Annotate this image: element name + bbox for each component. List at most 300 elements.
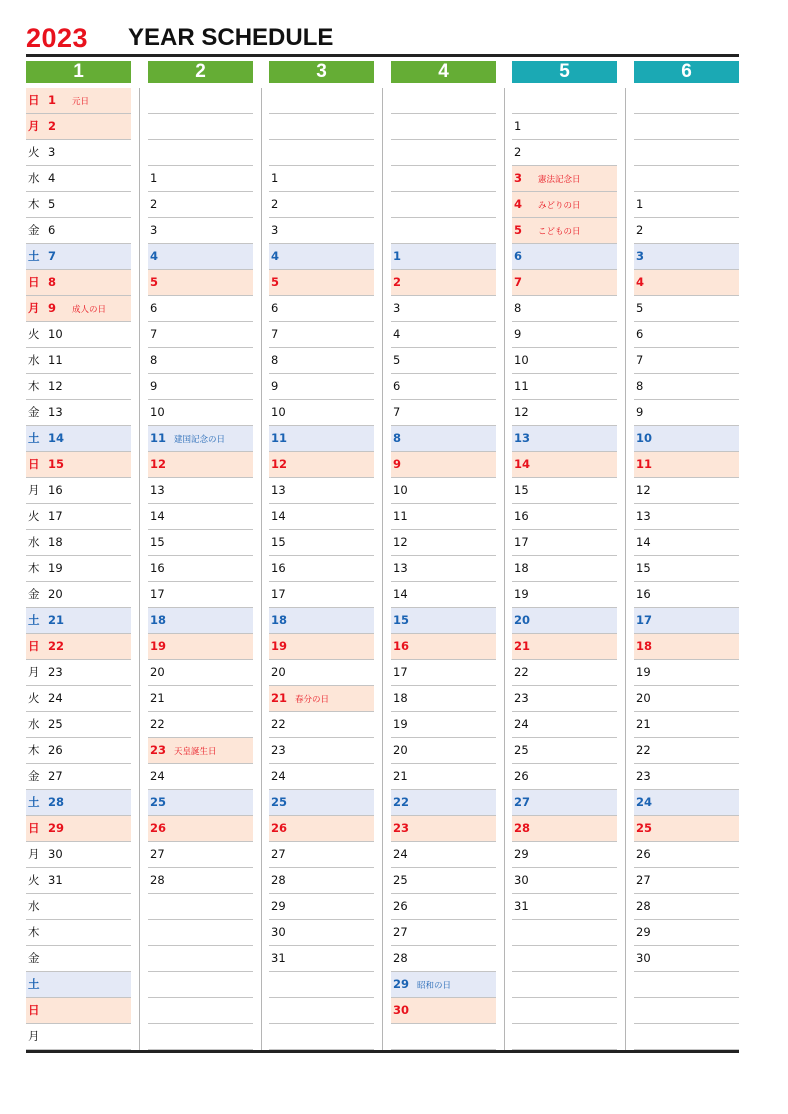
day-row[interactable] [391,504,496,530]
day-row[interactable] [391,192,496,218]
day-row[interactable] [512,88,617,114]
day-number: 25 [150,795,167,809]
day-number: 8 [271,353,279,367]
day-row[interactable] [512,998,617,1024]
day-row[interactable] [634,790,739,816]
day-number: 14 [636,535,651,549]
day-row[interactable] [26,894,131,920]
day-row[interactable] [391,530,496,556]
day-row[interactable] [512,478,617,504]
weekday-label: 火 [28,145,40,159]
day-row[interactable] [512,790,617,816]
day-number: 17 [393,665,408,679]
day-row[interactable] [634,686,739,712]
day-number: 30 [48,847,63,861]
day-row[interactable] [391,556,496,582]
day-row[interactable] [148,270,253,296]
day-row[interactable] [269,530,374,556]
day-row[interactable] [269,114,374,140]
day-number: 25 [271,795,288,809]
day-row[interactable] [634,764,739,790]
day-row[interactable] [148,192,253,218]
day-number: 2 [150,197,158,211]
day-row[interactable] [634,348,739,374]
day-row[interactable] [269,816,374,842]
day-row[interactable] [512,686,617,712]
day-row[interactable] [512,842,617,868]
day-row[interactable] [26,114,131,140]
day-row[interactable] [148,478,253,504]
day-number: 17 [48,509,63,523]
day-row[interactable] [634,556,739,582]
day-row[interactable] [148,1024,253,1050]
day-row[interactable] [391,218,496,244]
day-row[interactable] [148,582,253,608]
month-column-3 [269,61,374,965]
day-row[interactable] [512,192,617,218]
day-row[interactable] [148,88,253,114]
weekday-label: 月 [28,301,40,315]
day-row[interactable] [634,322,739,348]
day-row[interactable] [634,114,739,140]
day-number: 5 [636,301,644,315]
day-row[interactable] [391,296,496,322]
day-row[interactable] [269,946,374,972]
day-row[interactable] [148,920,253,946]
day-row[interactable] [269,712,374,738]
day-row[interactable] [148,452,253,478]
day-row[interactable] [634,972,739,998]
day-row[interactable] [512,348,617,374]
day-row[interactable] [634,374,739,400]
day-row[interactable] [26,972,131,998]
day-row[interactable] [148,842,253,868]
day-row[interactable] [269,582,374,608]
day-row[interactable] [269,504,374,530]
day-row[interactable] [512,608,617,634]
day-row[interactable] [148,426,253,452]
day-row[interactable] [26,400,131,426]
day-number: 21 [393,769,408,783]
day-row[interactable] [269,634,374,660]
day-row[interactable] [269,764,374,790]
day-row[interactable] [26,348,131,374]
day-number: 26 [636,847,651,861]
day-row[interactable] [26,218,131,244]
weekday-label: 水 [28,171,40,185]
day-row[interactable] [391,582,496,608]
day-row[interactable] [391,868,496,894]
day-row[interactable] [26,660,131,686]
day-row[interactable] [269,1024,374,1050]
day-rows [26,88,131,1050]
day-row[interactable] [26,192,131,218]
day-row[interactable] [634,166,739,192]
day-row[interactable] [391,816,496,842]
day-row[interactable] [512,452,617,478]
day-number: 30 [514,873,529,887]
day-row[interactable] [512,400,617,426]
day-number: 1 [150,171,158,185]
day-row[interactable] [26,530,131,556]
weekday-label: 木 [28,379,40,393]
day-row[interactable] [26,556,131,582]
day-row[interactable] [269,166,374,192]
day-row[interactable] [148,114,253,140]
day-row[interactable] [391,790,496,816]
day-row[interactable] [512,946,617,972]
day-row[interactable] [391,244,496,270]
day-number: 11 [393,509,408,523]
day-row[interactable] [634,218,739,244]
day-row[interactable] [512,426,617,452]
weekday-label: 日 [28,1003,40,1017]
day-number: 28 [636,899,651,913]
day-row[interactable] [391,894,496,920]
day-number: 9 [271,379,279,393]
day-row[interactable] [512,660,617,686]
day-row[interactable] [512,244,617,270]
day-row[interactable] [512,920,617,946]
day-row[interactable] [148,244,253,270]
month-header: 6 [634,61,739,83]
day-row[interactable] [391,842,496,868]
day-row[interactable] [391,374,496,400]
day-row[interactable] [634,400,739,426]
day-row[interactable] [148,296,253,322]
holiday-name: 昭和の日 [417,981,452,991]
day-row[interactable] [512,582,617,608]
day-row[interactable] [26,140,131,166]
day-row[interactable] [512,114,617,140]
day-row[interactable] [26,998,131,1024]
day-row[interactable] [634,608,739,634]
weekday-label: 土 [28,431,40,445]
day-row[interactable] [148,348,253,374]
day-row[interactable] [269,972,374,998]
day-row[interactable] [634,88,739,114]
day-row[interactable] [512,634,617,660]
day-number: 26 [514,769,529,783]
day-row[interactable] [391,478,496,504]
day-row[interactable] [269,842,374,868]
day-row[interactable] [634,426,739,452]
day-row[interactable] [391,972,496,998]
day-row[interactable] [391,400,496,426]
day-number: 13 [48,405,63,419]
day-number: 7 [48,249,57,263]
day-row[interactable] [269,738,374,764]
day-number: 21 [514,639,531,653]
day-row[interactable] [512,296,617,322]
month-column-4 [391,61,496,1017]
day-number: 30 [393,1003,410,1017]
weekday-label: 火 [28,873,40,887]
day-row[interactable] [634,478,739,504]
day-row[interactable] [269,322,374,348]
day-row[interactable] [148,946,253,972]
day-number: 19 [271,639,288,653]
day-number: 27 [636,873,651,887]
day-row[interactable] [148,764,253,790]
day-row[interactable] [26,842,131,868]
day-row[interactable] [148,686,253,712]
weekday-label: 月 [28,665,40,679]
day-row[interactable] [269,88,374,114]
day-row[interactable] [26,816,131,842]
day-row[interactable] [148,868,253,894]
day-row[interactable] [512,816,617,842]
day-row[interactable] [148,400,253,426]
day-row[interactable] [391,88,496,114]
day-row[interactable] [634,816,739,842]
day-number: 21 [48,613,65,627]
day-row[interactable] [391,764,496,790]
day-number: 4 [393,327,401,341]
day-row[interactable] [148,712,253,738]
day-row[interactable] [391,920,496,946]
day-row[interactable] [26,88,131,114]
day-row[interactable] [512,322,617,348]
day-row[interactable] [634,192,739,218]
day-row[interactable] [26,686,131,712]
day-number: 1 [514,119,522,133]
day-row[interactable] [634,530,739,556]
column-separator [382,88,383,1050]
day-number: 17 [271,587,286,601]
day-row[interactable] [26,634,131,660]
day-row[interactable] [148,140,253,166]
day-number: 16 [393,639,410,653]
day-row[interactable] [634,1024,739,1050]
day-row[interactable] [512,270,617,296]
day-row[interactable] [634,998,739,1024]
day-row[interactable] [634,842,739,868]
day-number: 5 [393,353,401,367]
day-row[interactable] [391,348,496,374]
day-row[interactable] [26,712,131,738]
month-header: 4 [391,61,496,83]
day-row[interactable] [148,556,253,582]
day-row[interactable] [26,582,131,608]
holiday-name: 春分の日 [295,695,330,705]
weekday-label: 日 [28,821,40,835]
day-row[interactable] [512,1024,617,1050]
day-row[interactable] [148,738,253,764]
day-row[interactable] [26,296,131,322]
day-row[interactable] [26,946,131,972]
day-row[interactable] [512,504,617,530]
day-row[interactable] [269,140,374,166]
day-row[interactable] [148,530,253,556]
day-number: 20 [48,587,63,601]
day-row[interactable] [634,660,739,686]
day-number: 28 [393,951,408,965]
day-row[interactable] [634,894,739,920]
day-row[interactable] [634,582,739,608]
weekday-label: 水 [28,899,40,913]
day-number: 16 [150,561,165,575]
day-row[interactable] [391,426,496,452]
day-row[interactable] [634,270,739,296]
day-row[interactable] [512,218,617,244]
weekday-label: 金 [28,951,40,965]
day-number: 1 [393,249,402,263]
day-row[interactable] [391,322,496,348]
day-row[interactable] [26,374,131,400]
day-row[interactable] [391,946,496,972]
day-row[interactable] [269,374,374,400]
day-row[interactable] [391,608,496,634]
day-row[interactable] [391,114,496,140]
day-number: 22 [636,743,651,757]
day-number: 28 [271,873,286,887]
day-row[interactable] [269,478,374,504]
day-row[interactable] [391,998,496,1024]
day-number: 6 [271,301,279,315]
day-row[interactable] [634,738,739,764]
day-row[interactable] [26,478,131,504]
day-row[interactable] [269,660,374,686]
day-row[interactable] [148,816,253,842]
weekday-label: 金 [28,223,40,237]
day-row[interactable] [512,166,617,192]
day-row[interactable] [391,686,496,712]
day-number: 4 [48,171,56,185]
day-row[interactable] [512,764,617,790]
day-row[interactable] [148,374,253,400]
day-number: 23 [48,665,63,679]
day-row[interactable] [148,218,253,244]
day-row[interactable] [269,400,374,426]
day-number: 14 [48,431,65,445]
day-row[interactable] [391,1024,496,1050]
day-row[interactable] [148,322,253,348]
day-row[interactable] [512,556,617,582]
day-row[interactable] [634,244,739,270]
day-row[interactable] [26,1024,131,1050]
column-separator [625,88,626,1050]
day-row[interactable] [26,790,131,816]
day-row[interactable] [512,972,617,998]
day-number: 15 [48,457,65,471]
day-number: 26 [48,743,63,757]
day-row[interactable] [269,790,374,816]
day-row[interactable] [269,608,374,634]
day-row[interactable] [634,452,739,478]
day-number: 6 [393,379,401,393]
day-row[interactable] [391,452,496,478]
day-number: 2 [514,145,522,159]
day-row[interactable] [269,192,374,218]
day-row[interactable] [634,140,739,166]
day-row[interactable] [26,270,131,296]
day-row[interactable] [634,712,739,738]
day-row[interactable] [512,868,617,894]
day-row[interactable] [512,712,617,738]
day-number: 4 [636,275,645,289]
day-row[interactable] [512,530,617,556]
day-number: 14 [514,457,531,471]
day-number: 5 [150,275,159,289]
day-row[interactable] [26,738,131,764]
day-row[interactable] [269,270,374,296]
day-row[interactable] [512,374,617,400]
day-row[interactable] [148,972,253,998]
day-row[interactable] [269,452,374,478]
month-header: 2 [148,61,253,83]
day-row[interactable] [269,556,374,582]
day-row[interactable] [391,140,496,166]
day-row[interactable] [269,218,374,244]
day-row[interactable] [148,634,253,660]
day-row[interactable] [269,868,374,894]
day-row[interactable] [634,296,739,322]
day-row[interactable] [269,244,374,270]
day-row[interactable] [269,426,374,452]
day-number: 15 [636,561,651,575]
day-row[interactable] [148,998,253,1024]
day-row[interactable] [26,244,131,270]
day-row[interactable] [391,660,496,686]
day-row[interactable] [391,166,496,192]
day-row[interactable] [391,634,496,660]
day-row[interactable] [391,270,496,296]
day-number: 30 [636,951,651,965]
day-row[interactable] [148,894,253,920]
day-row[interactable] [269,920,374,946]
day-row[interactable] [269,894,374,920]
holiday-name: 建国記念の日 [174,435,226,445]
day-row[interactable] [512,140,617,166]
day-number: 12 [48,379,63,393]
day-row[interactable] [26,322,131,348]
day-row[interactable] [26,920,131,946]
day-row[interactable] [512,894,617,920]
day-row[interactable] [26,426,131,452]
day-number: 19 [636,665,651,679]
weekday-label: 土 [28,249,40,263]
day-row[interactable] [269,998,374,1024]
day-row[interactable] [148,166,253,192]
day-row[interactable] [512,738,617,764]
weekday-label: 水 [28,535,40,549]
day-row[interactable] [634,868,739,894]
day-row[interactable] [26,764,131,790]
day-row[interactable] [26,504,131,530]
day-row[interactable] [148,660,253,686]
day-row[interactable] [269,348,374,374]
day-row[interactable] [26,608,131,634]
day-row[interactable] [26,166,131,192]
day-row[interactable] [634,920,739,946]
day-row[interactable] [634,946,739,972]
day-row[interactable] [269,686,374,712]
day-row[interactable] [26,868,131,894]
day-row[interactable] [148,504,253,530]
day-row[interactable] [269,296,374,322]
day-number: 8 [514,301,522,315]
column-separator [139,88,140,1050]
day-row[interactable] [26,452,131,478]
day-row[interactable] [148,608,253,634]
day-row[interactable] [391,712,496,738]
day-row[interactable] [148,790,253,816]
day-row[interactable] [634,634,739,660]
day-row[interactable] [391,738,496,764]
day-row[interactable] [634,504,739,530]
day-number: 21 [150,691,165,705]
